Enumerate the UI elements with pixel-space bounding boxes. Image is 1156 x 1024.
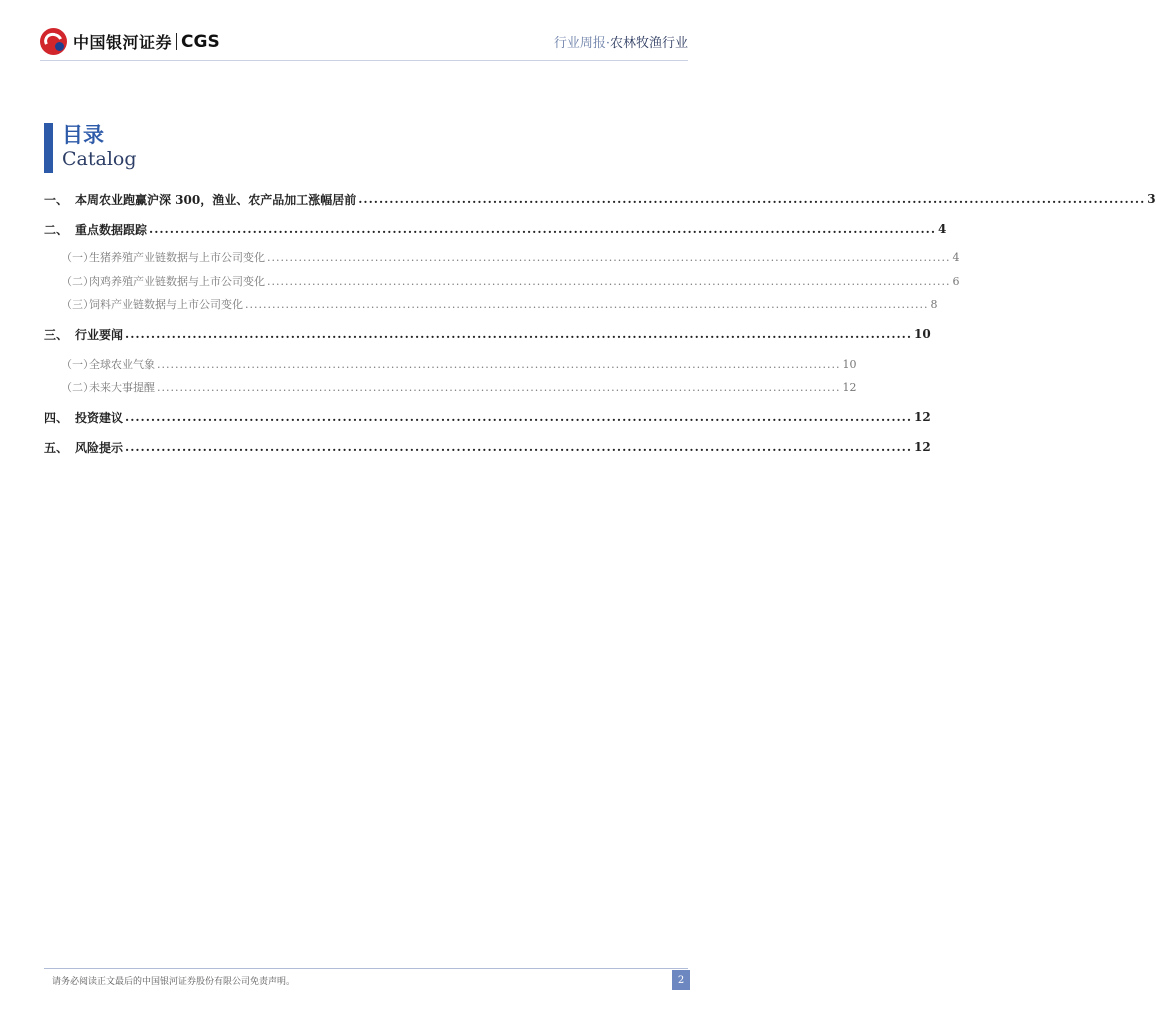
page-number: 2 <box>672 970 690 990</box>
toc-leader-dots: ........................................................................................................................................................ <box>125 440 913 454</box>
toc-entry-number: 一、 <box>44 192 69 207</box>
toc-entry-page: 8 <box>930 297 938 311</box>
toc-leader-dots: ........................................................................................................................................................ <box>358 192 1146 206</box>
toc-subentry-3-2[interactable] <box>44 377 857 397</box>
toc-entry-page: 12 <box>914 410 931 424</box>
toc-entry-page: 3 <box>1147 192 1156 206</box>
toc-entry-1[interactable] <box>44 189 1156 209</box>
toc-entry-page: 10 <box>914 327 931 341</box>
page-header <box>0 0 724 60</box>
toc-leader-dots: ........................................................................................................................................................ <box>267 274 951 288</box>
toc-entry-2[interactable] <box>44 219 947 239</box>
toc-entry-number: 五、 <box>44 440 69 455</box>
toc-entry-3[interactable] <box>44 324 931 344</box>
toc-leader-dots: ........................................................................................................................................................ <box>267 250 951 264</box>
toc-entry-page: 6 <box>952 274 960 288</box>
toc-leader-dots: ........................................................................................................................................................ <box>125 410 913 424</box>
toc-leader-dots: ........................................................................................................................................................ <box>157 380 841 394</box>
toc-entry-number: （二） <box>61 381 94 394</box>
toc-entry-label: 风险提示 <box>75 440 124 455</box>
toc-entry-number: （一） <box>61 251 94 264</box>
toc-entry-number: 四、 <box>44 410 69 425</box>
toc-entry-label: 全球农业气象 <box>89 358 155 371</box>
toc-entry-number: （一） <box>61 358 94 371</box>
toc-entry-number: （三） <box>61 298 94 311</box>
toc-entry-4[interactable] <box>44 407 931 427</box>
toc-subentry-3-1[interactable] <box>44 354 857 374</box>
logo-chinese-name: 中国银河证券 <box>73 33 173 52</box>
footer-disclaimer: 请务必阅读正文最后的中国银河证券股份有限公司免责声明。 <box>52 977 296 987</box>
title-accent-bar <box>44 123 53 173</box>
toc-subentry-2-2[interactable] <box>44 271 960 291</box>
toc-entry-label: 饲料产业链数据与上市公司变化 <box>89 298 243 311</box>
toc-entry-number: 二、 <box>44 222 69 237</box>
toc-subentry-2-3[interactable] <box>44 294 938 314</box>
toc-entry-label: 生猪养殖产业链数据与上市公司变化 <box>89 251 265 264</box>
footer-divider <box>44 968 688 969</box>
toc-entry-page: 10 <box>842 357 857 371</box>
toc-leader-dots: ........................................................................................................................................................ <box>157 357 841 371</box>
report-type <box>554 32 688 51</box>
toc-entry-label: 未来大事提醒 <box>89 381 155 394</box>
toc-entry-label: 本周农业跑赢沪深 300，渔业、农产品加工涨幅居前 <box>75 192 357 207</box>
toc-entry-label: 投资建议 <box>75 410 124 425</box>
toc-entry-number: （二） <box>61 275 94 288</box>
toc-entry-number: 三、 <box>44 327 69 342</box>
toc-entry-label: 重点数据跟踪 <box>75 222 148 237</box>
toc-entry-page: 12 <box>914 440 931 454</box>
toc-entry-page: 12 <box>842 380 857 394</box>
toc-title-english: Catalog <box>62 148 137 170</box>
report-type-prefix: 行业周报· <box>553 36 610 51</box>
toc-entry-label: 肉鸡养殖产业链数据与上市公司变化 <box>89 275 265 288</box>
toc-leader-dots: ........................................................................................................................................................ <box>245 297 929 311</box>
toc-entry-5[interactable] <box>44 437 931 457</box>
report-sector: 农林牧渔行业 <box>609 36 688 51</box>
logo-english-name: CGS <box>181 31 220 52</box>
toc-entry-label: 行业要闻 <box>75 327 124 342</box>
company-logo <box>40 28 220 55</box>
toc-title-chinese: 目录 <box>62 122 104 147</box>
toc-leader-dots: ........................................................................................................................................................ <box>125 327 913 341</box>
logo-divider <box>176 33 177 50</box>
toc-subentry-2-1[interactable] <box>44 247 960 267</box>
toc-entry-page: 4 <box>938 222 947 236</box>
header-divider <box>40 60 688 61</box>
toc-leader-dots: ........................................................................................................................................................ <box>149 222 937 236</box>
cgs-logo-icon <box>40 28 67 55</box>
toc-entry-page: 4 <box>952 250 960 264</box>
